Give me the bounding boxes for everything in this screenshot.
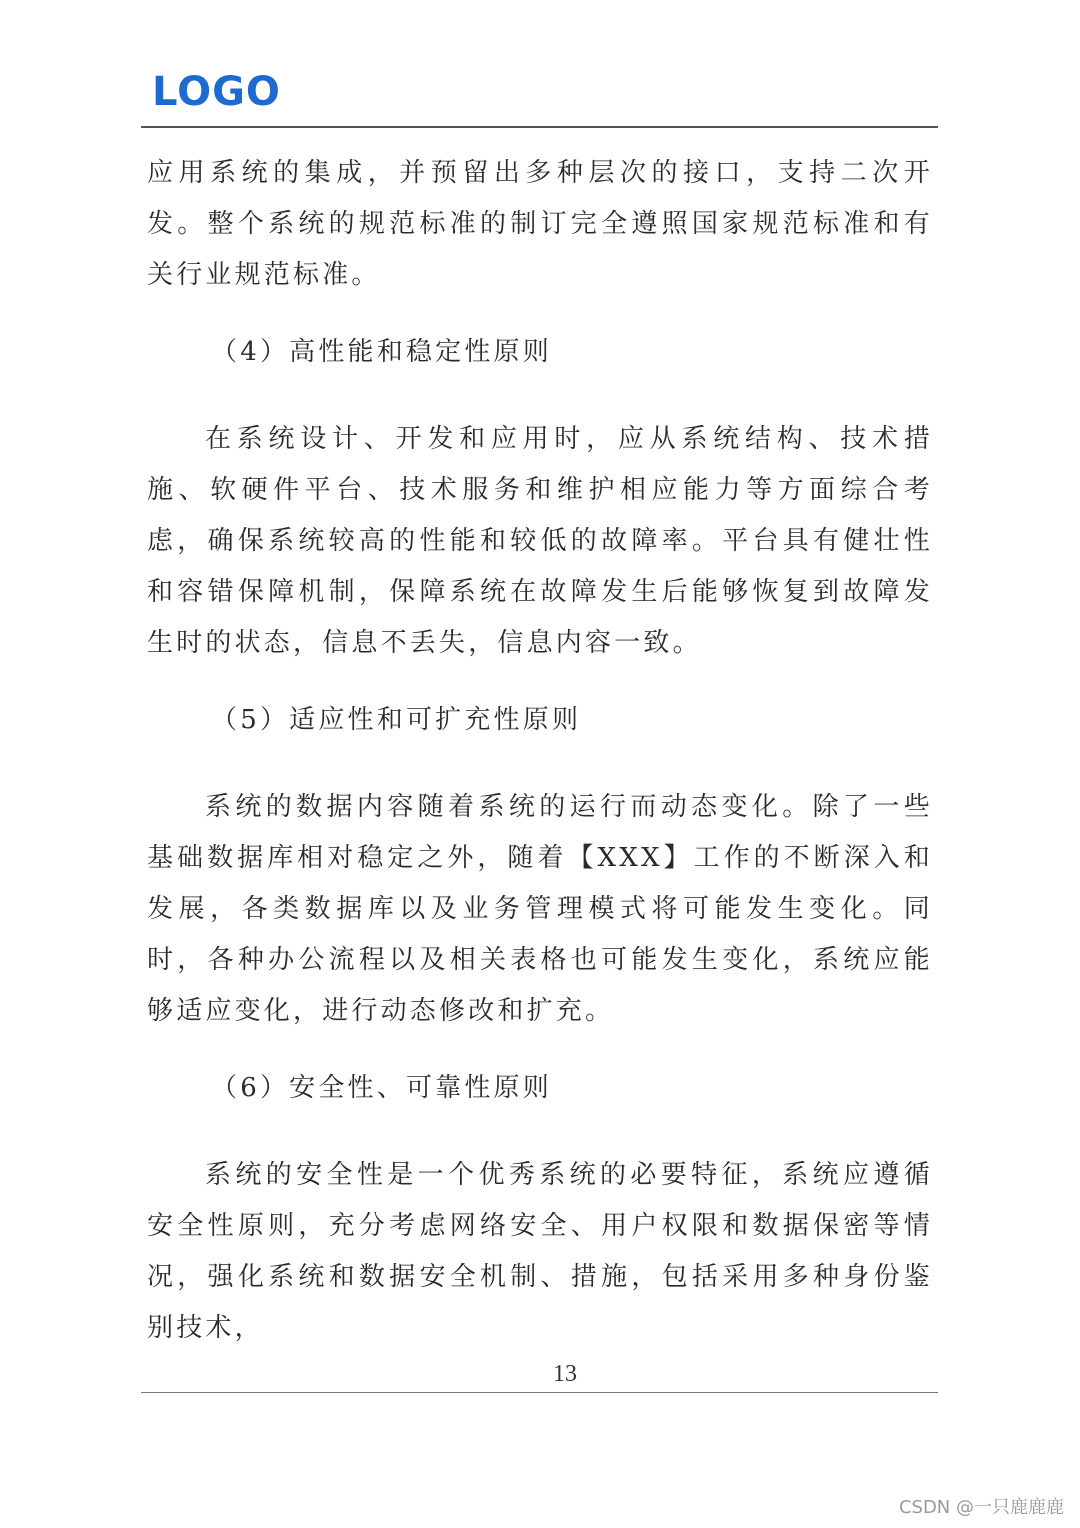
page-number: 13 [553,1361,577,1387]
section-heading-4: （4）高性能和稳定性原则 [211,337,552,367]
section-heading-6: （6）安全性、可靠性原则 [211,1073,552,1103]
footer-divider [141,1392,938,1393]
paragraph-section-4: 在系统设计、开发和应用时，应从系统结构、技术措施、软硬件平台、技术服务和维护相应能力等方面综合考虑，确保系统较高的性能和较低的故障率。平台具有健壮性和容错保障机制，保障系统在故障发生后能够恢复到故障发生时的状态，信息不丢失，信息内容一致。 [147,424,933,658]
paragraph-intro: 应用系统的集成，并预留出多种层次的接口，支持二次开发。整个系统的规范标准的制订完全遵照国家规范标准和有关行业规范标准。 [147,158,933,290]
header-divider [141,126,938,128]
paragraph-section-5: 系统的数据内容随着系统的运行而动态变化。除了一些基础数据库相对稳定之外，随着【XXX】工作的不断深入和发展，各类数据库以及业务管理模式将可能发生变化。同时，各种办公流程以及相关表格也可能发生变化，系统应能够适应变化，进行动态修改和扩充。 [147,792,933,1026]
section-heading-5: （5）适应性和可扩充性原则 [211,705,582,735]
paragraph-section-6: 系统的安全性是一个优秀系统的必要特征，系统应遵循安全性原则，充分考虑网络安全、用户权限和数据保密等情况，强化系统和数据安全机制、措施，包括采用多种身份鉴别技术， [147,1160,933,1343]
document-body [147,148,933,1354]
logo: LOGO [152,69,281,115]
watermark: CSDN @一只鹿鹿鹿 [898,1497,1064,1518]
